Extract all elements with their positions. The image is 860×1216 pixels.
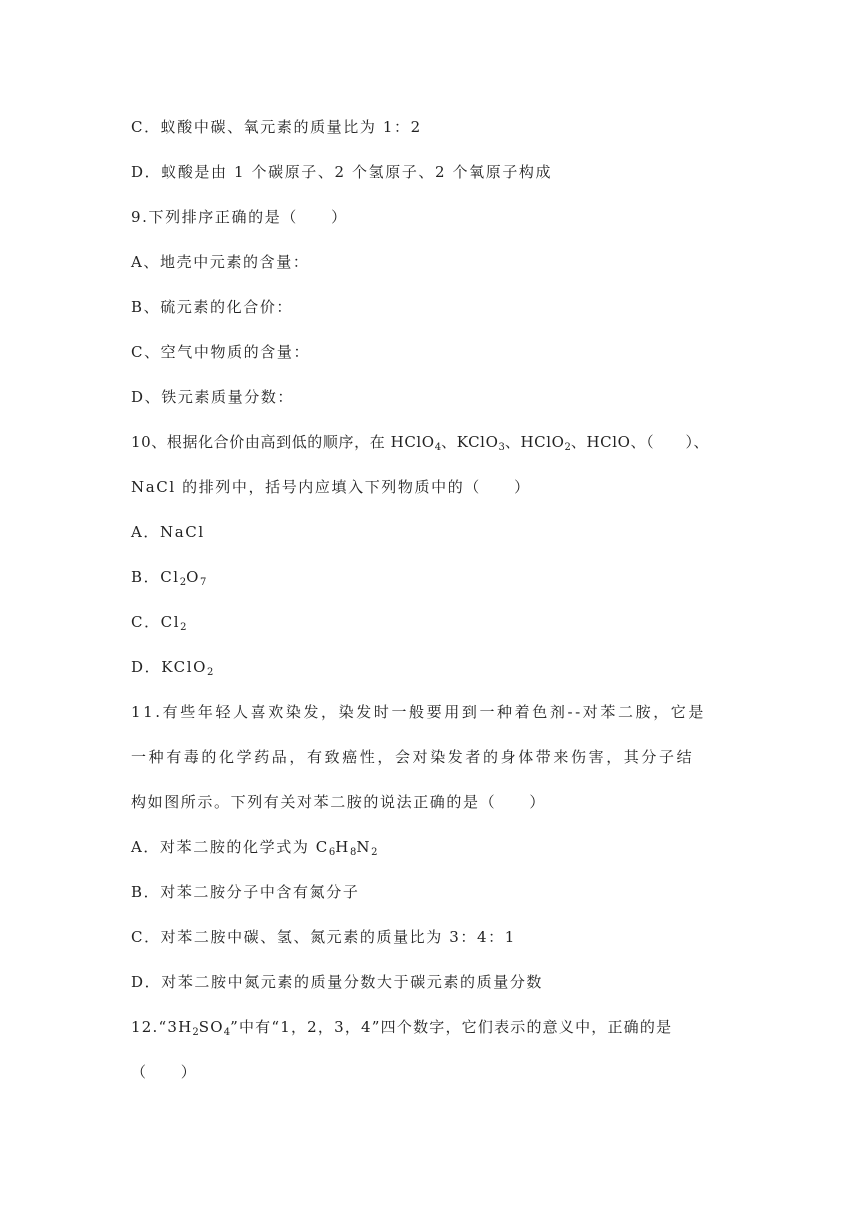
option-9b [131,295,293,319]
option-8c [131,115,422,139]
option-9d [131,385,294,409]
option-11a-h: H [335,838,350,856]
subscript: 2 [192,1027,199,1038]
subscript: 2 [179,577,187,588]
question-11-line-1 [131,700,706,724]
option-9c-text: C、空气中物质的含量： [131,343,311,361]
option-10c [131,610,187,634]
question-11-line-2 [131,745,694,769]
option-10b [131,565,206,589]
subscript: 2 [371,847,378,858]
option-8d [131,160,552,184]
question-9-text: 9.下列排序正确的是（ ） [131,208,348,226]
option-11a-text: A．对苯二胺的化学式为 C [131,838,329,856]
option-10d [131,655,213,679]
question-9 [131,205,348,229]
subscript: 2 [207,667,214,678]
option-9c [131,340,310,364]
q12-text-b: SO [198,1018,224,1036]
option-11a-n: N [356,838,372,856]
q12-text-d: （ ） [131,1063,198,1081]
option-10a [131,520,205,544]
option-10b-text: B．Cl [131,568,180,586]
subscript: 7 [199,577,207,588]
q10-text-a: 10、根据化合价由高到低的顺序，在 HClO [131,433,435,451]
question-10-line-2 [131,475,531,499]
option-8c-text: C．蚁酸中碳、氧元素的质量比为 1：2 [131,118,422,136]
option-9b-text: B、硫元素的化合价： [131,298,294,316]
subscript: 2 [180,622,187,633]
option-10b-text-2: O [186,568,200,586]
q11-text-3: 构如图所示。下列有关对苯二胺的说法正确的是（ ） [131,793,547,811]
q11-text-2: 一种有毒的化学药品，有致癌性，会对染发者的身体带来伤害，其分子结 [131,748,695,766]
option-8d-text: D．蚁酸是由 1 个碳原子、2 个氢原子、2 个氧原子构成 [131,163,553,181]
subscript: 3 [498,442,505,453]
q10-text-d: 、HClO、（ ）、 [570,433,710,451]
subscript: 6 [328,847,336,858]
option-10a-text: A．NaCl [131,523,205,541]
subscript: 4 [223,1027,231,1038]
option-11d [131,970,543,994]
q11-text-1: 11.有些年轻人喜欢染发，染发时一般要用到一种着色剂--对苯二胺，它是 [131,703,706,721]
option-10d-text: D．KClO [131,658,208,676]
subscript: 4 [434,442,442,453]
option-9a [131,250,309,274]
option-11b-text: B．对苯二胺分子中含有氮分子 [131,883,360,901]
option-9a-text: A、地壳中元素的含量： [131,253,310,271]
question-10-line-1 [131,430,709,454]
subscript: 2 [564,442,571,453]
q10-text-b: 、KClO [441,433,499,451]
option-11a [131,835,377,859]
option-10c-text: C．Cl [131,613,181,631]
question-12-line-1 [131,1015,672,1039]
q10-text-c: 、HClO [504,433,565,451]
option-11c [131,925,516,949]
option-11d-text: D．对苯二胺中氮元素的质量分数大于碳元素的质量分数 [131,973,544,991]
q12-text-c: ”中有“1，2，3，4”四个数字，它们表示的意义中，正确的是 [230,1018,673,1036]
question-12-line-2 [131,1060,197,1084]
question-11-line-3 [131,790,546,814]
option-11c-text: C．对苯二胺中碳、氢、氮元素的质量比为 3：4：1 [131,928,516,946]
q10-text-e: NaCl 的排列中，括号内应填入下列物质中的（ ） [131,478,531,496]
subscript: 8 [349,847,357,858]
option-11b [131,880,359,904]
option-9d-text: D、铁元素质量分数： [131,388,295,406]
q12-text-a: 12.“3H [131,1018,193,1036]
